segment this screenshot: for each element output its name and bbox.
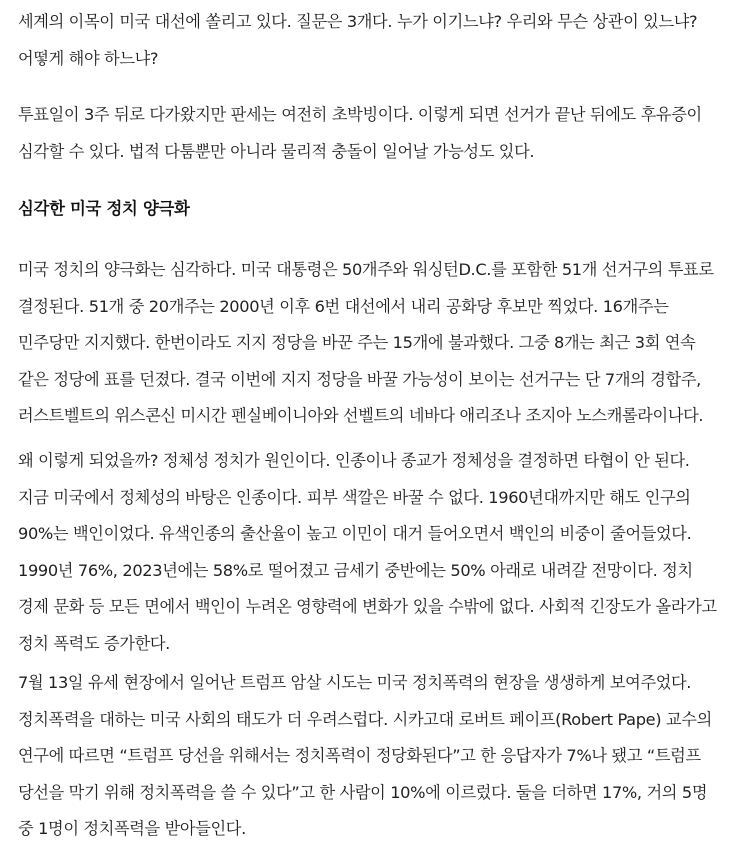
- paragraph-polls: 투표일이 3주 뒤로 다가왔지만 판세는 여전히 초박빙이다. 이렇게 되면 선거가 끝난 뒤에도 후유증이 심각할 수 있다. 법적 다툼뿐만 아니라 물리적 충돌이 일어날 가능성도 있다.: [18, 105, 702, 161]
- paragraph-political-violence: 7월 13일 유세 현장에서 일어난 트럼프 암살 시도는 미국 정치폭력의 현장을 생생하게 보여주었다. 정치폭력을 대하는 미국 사회의 태도가 더 우려스럽다. 시카고대 로버트 페이프(Robert Pape) 교수의 연구에 따르면 “트럼프 당선을 위해서는 정치폭력이 정당화된다”고 한 응답자가 7%나 됐고 “트럼프 당선을 막기 위해 정치폭력을 쓸 수 있다”고 한 사람이 10%에 이르렀다. 둘을 더하면 17%, 거의 5명 중 1명이 정치폭력을 받아들인다.: [18, 673, 712, 838]
- paragraph-polarization: 미국 정치의 양극화는 심각하다. 미국 대통령은 50개주와 워싱턴D.C.를 포함한 51개 선거구의 투표로 결정된다. 51개 중 20개주는 2000년 이후 6번 대선에서 내리 공화당 후보만 찍었다. 16개주는 민주당만 지지했다. 한번이라도 지지 정당을 바꾼 주는 15개에 불과했다. 그중 8개는 최근 3회 연속 같은 정당에 표를 던졌다. 결국 이번에 지지 정당을 바꿀 가능성이 보이는 선거구는 단 7개의 경합주, 러스트벨트의 위스콘신 미시간 펜실베이니아와 선벨트의 네바다 애리조나 조지아 노스캐롤라이나다.: [18, 260, 714, 425]
- section-heading: 심각한 미국 정치 양극화: [18, 199, 190, 218]
- paragraph-intro: 세계의 이목이 미국 대선에 쏠리고 있다. 질문은 3개다. 누가 이기느냐? 우리와 무슨 상관이 있느냐? 어떻게 해야 하느냐?: [18, 12, 698, 68]
- paragraph-identity-politics: 왜 이렇게 되었을까? 정체성 정치가 원인이다. 인종이나 종교가 정체성을 결정하면 타협이 안 된다. 지금 미국에서 정체성의 바탕은 인종이다. 피부 색깔은 바꿀 수 없다. 1960년대까지만 해도 인구의 90%는 백인이었다. 유색인종의 출산율이 높고 이민이 대거 들어오면서 백인의 비중이 줄어들었다. 1990년 76%, 2023년에는 58%로 떨어졌고 금세기 중반에는 50% 아래로 내려갈 전망이다. 정치 경제 문화 등 모든 면에서 백인이 누려온 영향력에 변화가 있을 수밖에 없다. 사회적 긴장도가 올라가고 정치 폭력도 증가한다.: [18, 451, 717, 653]
